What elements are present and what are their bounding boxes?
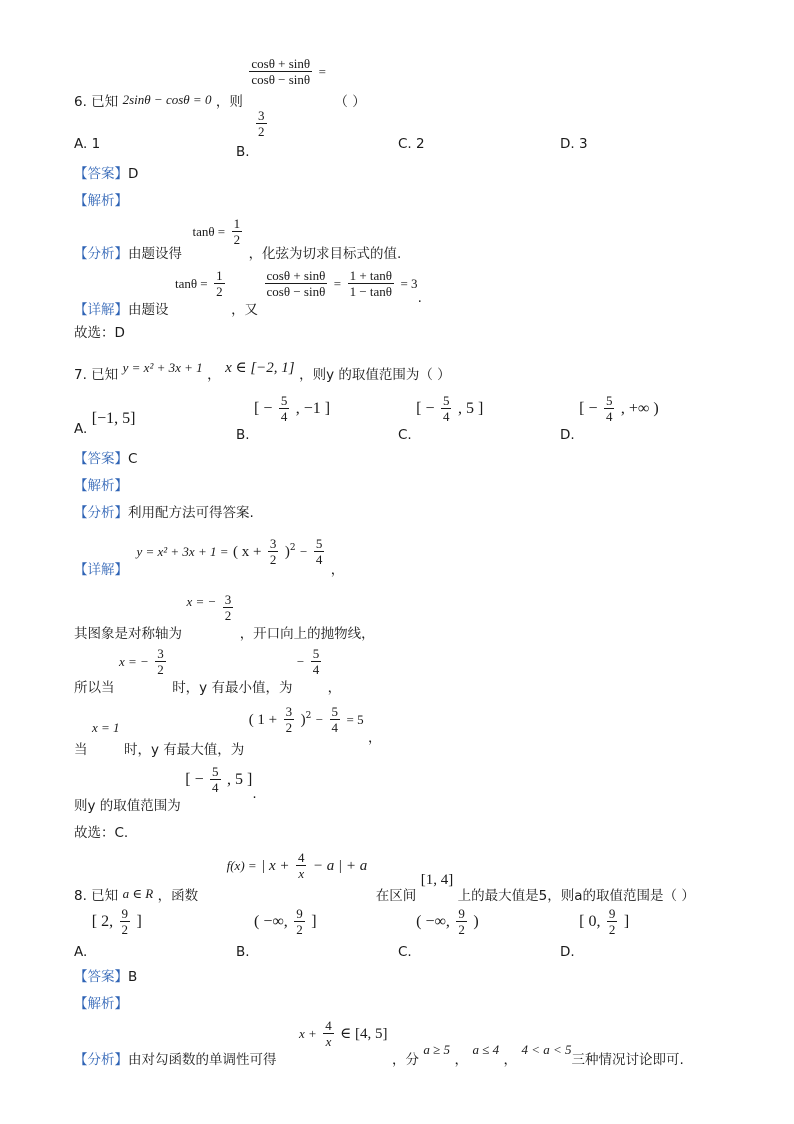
q6-stem-prefix: 6. 已知	[74, 93, 119, 110]
q6-xiangjie: 【详解】由题设 tanθ = $\frac{1}{2}$ ，又 $\frac{\cos\theta + \sin\theta}{\cos\theta - \sin\theta}$ = $\frac{1 + \tan\theta}{1 - \tan\theta}$ = 3.	[74, 268, 422, 318]
q7-domain: x ∈ [−2, 1]	[225, 360, 295, 376]
q7-line1: 其图象是对称轴为 x = − $\frac{3}{2}$ ，开口向上的抛物线，	[74, 592, 375, 642]
q7-conclusion: 故选：C.	[74, 825, 129, 841]
q6-condition: 2sinθ − cosθ = 0	[122, 91, 212, 107]
q6-target-expression: $\frac{\cos\theta + \sin\theta}{\cos\theta - \sin\theta}$	[251, 56, 311, 87]
q6-option-b: B. $\frac{3}{2}$	[236, 108, 265, 160]
q6-stem-mid: ，则	[215, 93, 243, 110]
q8-stem: 8. 已知 a ∈ R ，函数 f(x) = | x + $\frac{4}{x}$ − a | + a 在区间 [1, 4] 上的最大值是5，则a的取值范围是（ ）	[74, 850, 695, 904]
q7-answer: 【答案】C	[74, 451, 138, 467]
q6-answer: 【答案】D	[74, 166, 139, 182]
q8-option-b: B. ( −∞, $\frac{9}{2}$ ]	[236, 906, 317, 960]
q8-option-c: C. ( −∞, $\frac{9}{2}$ )	[398, 906, 479, 960]
q6-conclusion: 故选：D	[74, 325, 125, 341]
q7-analysis-tag: 【解析】	[74, 478, 128, 494]
q7-option-b: B. [ − $\frac{5}{4}$ , −1 ]	[236, 393, 331, 443]
q7-fenxi: 【分析】利用配方法可得答案.	[74, 505, 254, 521]
q7-xiangjie: 【详解】 y = x² + 3x + 1 = ( x + $\frac{3}{2}$ )$^2$ − $\frac{5}{4}$ ，	[74, 536, 345, 578]
q8-condition: a ∈ R	[122, 885, 154, 901]
answer-tag: 【答案】	[74, 166, 128, 182]
q7-line3: 当 x = 1 时，y 有最大值，为 ( 1 + $\frac{3}{2}$ )$^2$ − $\frac{5}{4}$ = 5 ，	[74, 704, 382, 758]
q7-line4: 则y 的取值范围为 [ − $\frac{5}{4}$ , 5 ].	[74, 764, 257, 814]
q8-option-a: A. [ 2, $\frac{9}{2}$ ]	[74, 906, 142, 960]
q6-paren: （ ）	[334, 93, 366, 110]
q6-option-c: C. 2	[398, 136, 425, 152]
q6-fenxi: 【分析】由题设得 tanθ = $\frac{1}{2}$ ，化弦为切求目标式的值.	[74, 216, 402, 262]
q6-option-b-fraction: $\frac{3}{2}$	[258, 108, 265, 139]
q6-option-a: A. 1	[74, 136, 101, 152]
q8-analysis-tag: 【解析】	[74, 996, 128, 1012]
q6-expr-eq: =	[318, 63, 326, 79]
q7-stem: 7. 已知 y = x² + 3x + 1 ， x ∈ [−2, 1] ，则y 的取值范围为（ ）	[74, 360, 451, 383]
q6-analysis-tag: 【解析】	[74, 193, 128, 209]
q7-line2: 所以当 x = − $\frac{3}{2}$ 时，y 有最小值，为 − $\frac{5}{4}$ ，	[74, 646, 342, 696]
q6-stem	[74, 56, 366, 110]
q7-option-a: A. [−1, 5]	[74, 410, 136, 437]
q7-option-d: D. [ − $\frac{5}{4}$ , +∞ )	[560, 393, 659, 443]
q8-answer: 【答案】B	[74, 969, 138, 985]
q8-fenxi: 【分析】由对勾函数的单调性可得 x + $\frac{4}{x}$ ∈ [4, 5] ，分 a ≥ 5 ， a ≤ 4 ， 4 < a < 5三种情况讨论即可.	[74, 1018, 684, 1068]
q7-option-c: C. [ − $\frac{5}{4}$ , 5 ]	[398, 393, 484, 443]
q6-fenxi-fraction: $\frac{1}{2}$	[233, 216, 241, 247]
q7-function: y = x² + 3x + 1	[122, 360, 203, 375]
q6-option-d: D. 3	[560, 136, 588, 152]
q8-option-d: D. [ 0, $\frac{9}{2}$ ]	[560, 906, 630, 960]
